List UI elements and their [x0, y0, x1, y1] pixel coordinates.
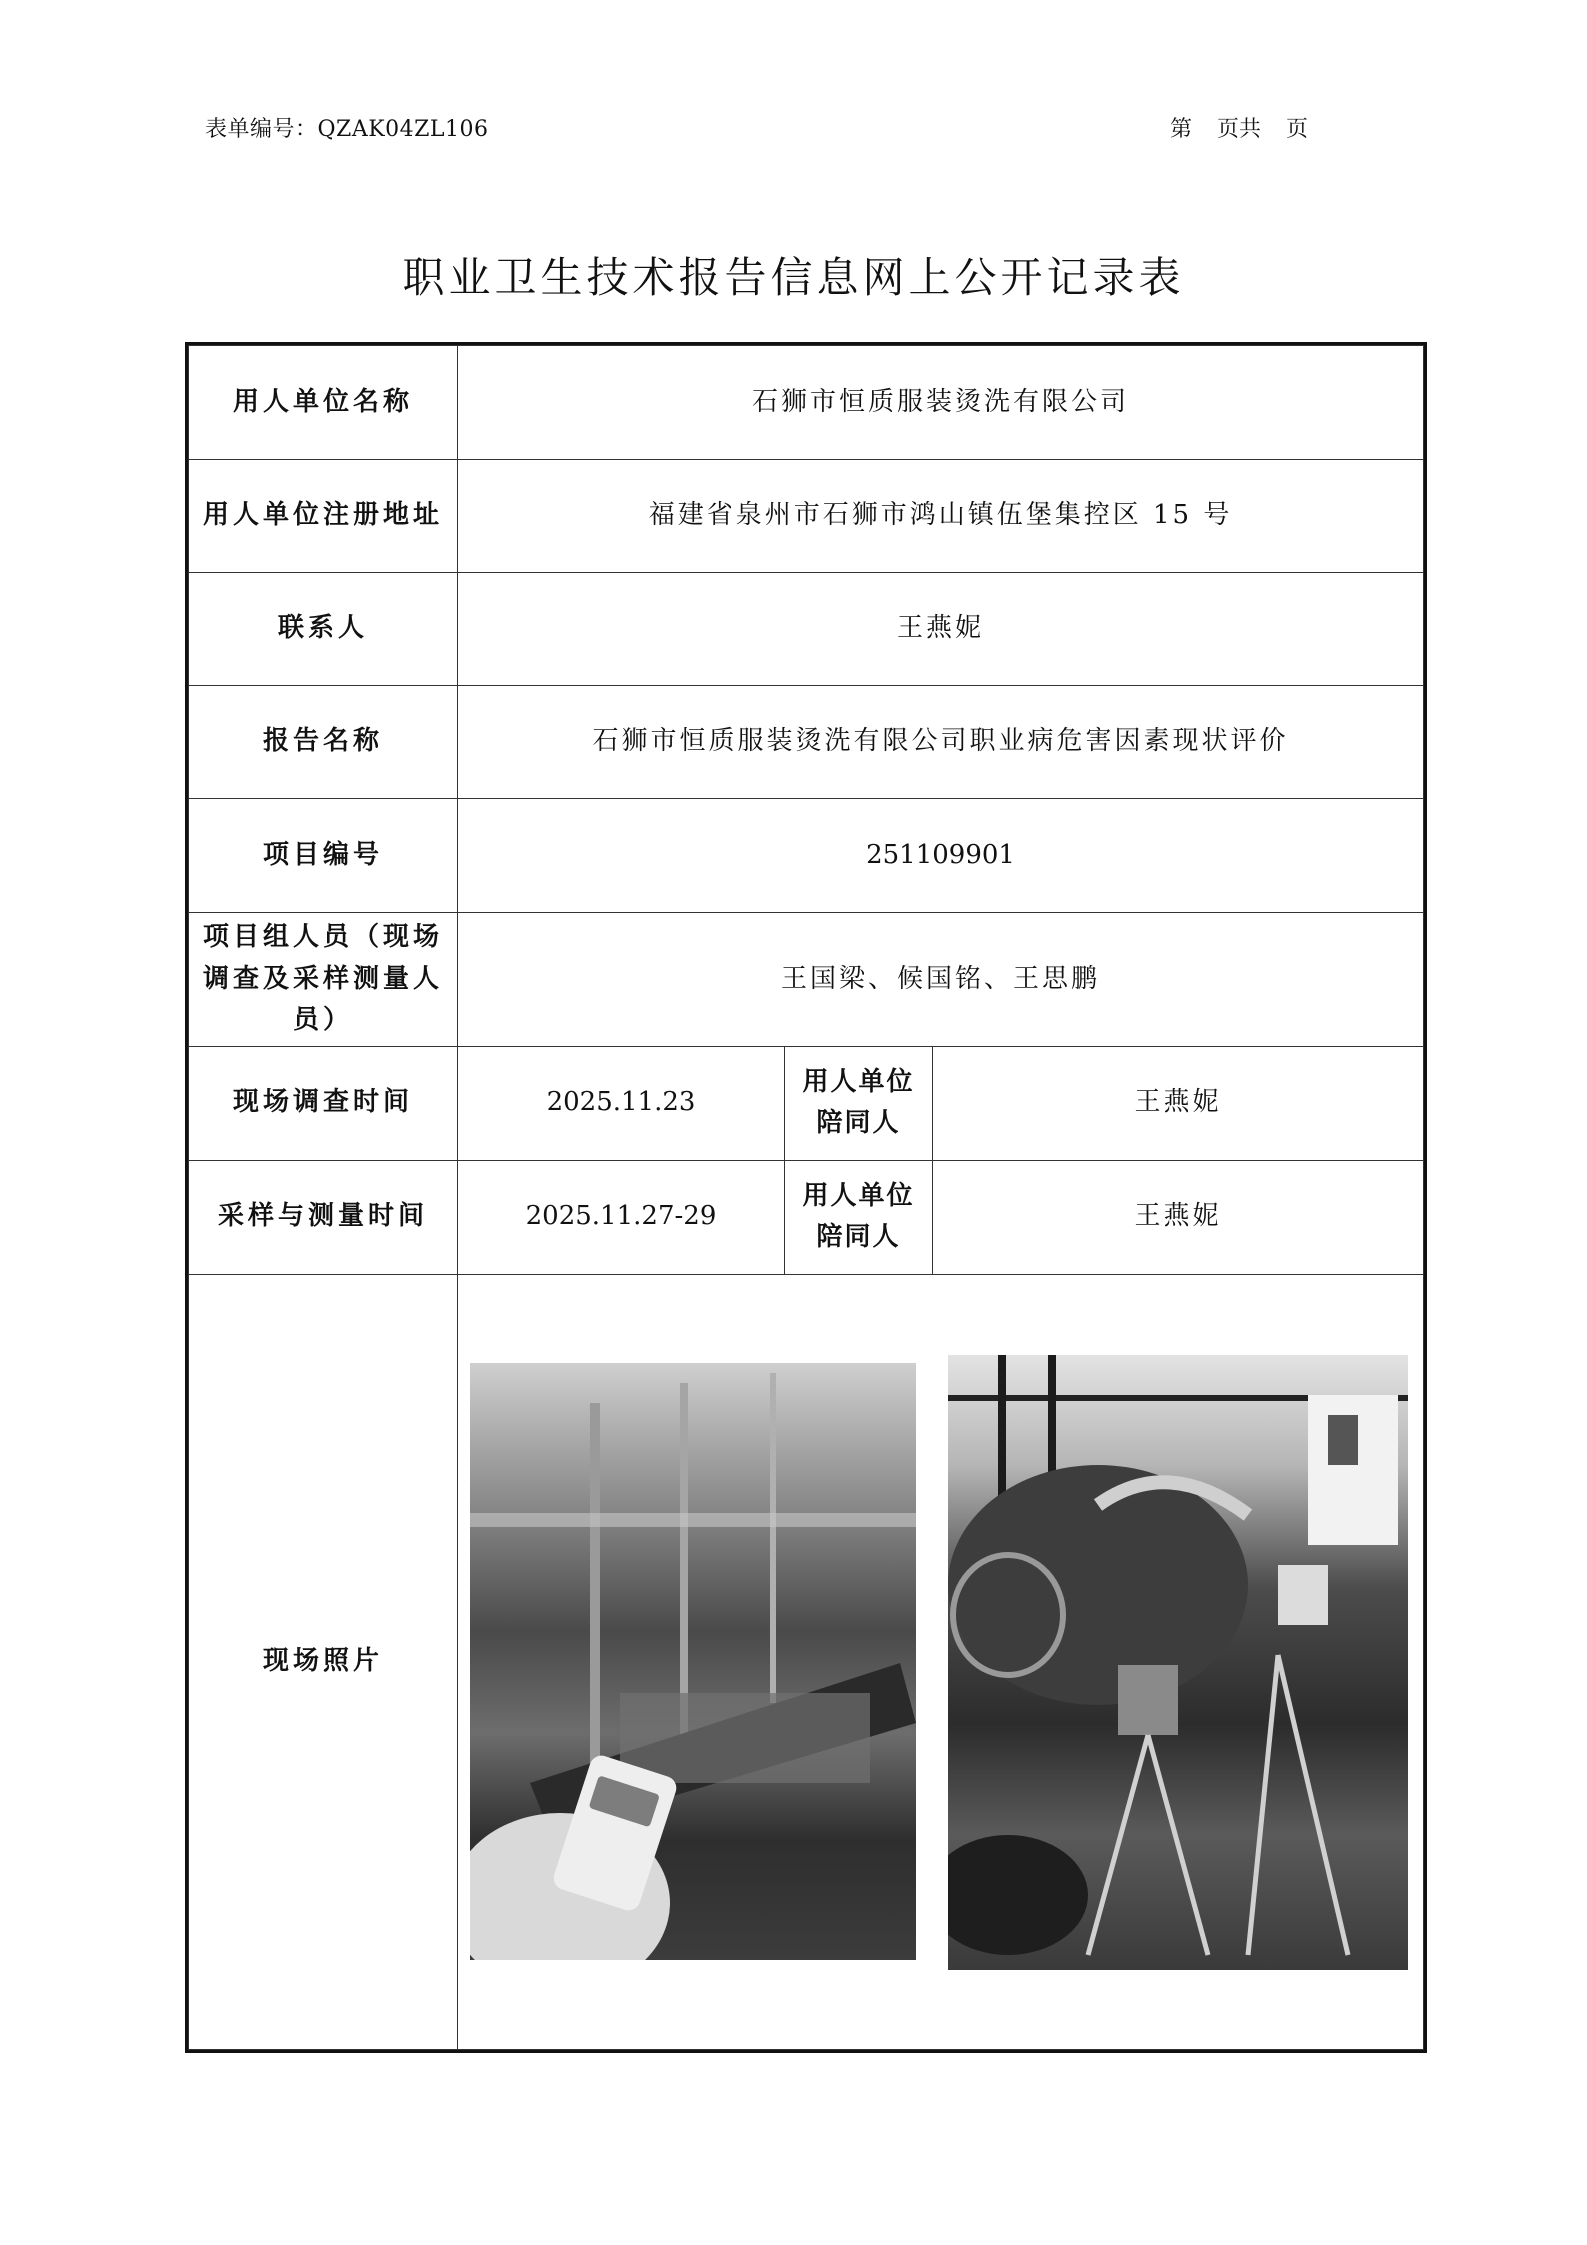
contact-label: 联系人 — [189, 573, 458, 686]
employer-name-value: 石狮市恒质服装烫洗有限公司 — [458, 346, 1424, 460]
survey-escort-value: 王燕妮 — [933, 1046, 1424, 1160]
page-info: 第 页共 页 — [1170, 117, 1308, 142]
survey-time-value: 2025.11.23 — [458, 1046, 785, 1160]
site-photo-washing-machines — [948, 1355, 1408, 1970]
sampling-escort-label: 用人单位陪同人 — [785, 1160, 933, 1274]
site-photo-noise-meter — [470, 1363, 916, 1960]
project-number-value: 251109901 — [458, 799, 1424, 913]
address-value: 福建省泉州市石狮市鸿山镇伍堡集控区 15 号 — [458, 460, 1424, 573]
site-photos-cell — [458, 1274, 1424, 2049]
employer-name-label: 用人单位名称 — [189, 346, 458, 460]
team-members-value: 王国梁、候国铭、王思鹏 — [458, 913, 1424, 1047]
sampling-time-value: 2025.11.27-29 — [458, 1160, 785, 1274]
report-name-label: 报告名称 — [189, 686, 458, 799]
project-number-label: 项目编号 — [189, 799, 458, 913]
sampling-time-label: 采样与测量时间 — [189, 1160, 458, 1274]
survey-escort-label: 用人单位陪同人 — [785, 1046, 933, 1160]
survey-time-label: 现场调查时间 — [189, 1046, 458, 1160]
team-members-label: 项目组人员（现场调查及采样测量人员） — [189, 913, 458, 1047]
sampling-escort-value: 王燕妮 — [933, 1160, 1424, 1274]
report-name-value: 石狮市恒质服装烫洗有限公司职业病危害因素现状评价 — [458, 686, 1424, 799]
site-photos-label: 现场照片 — [189, 1274, 458, 2049]
form-number: 表单编号：QZAK04ZL106 — [205, 117, 489, 142]
record-table — [188, 345, 1424, 2050]
photos-container — [458, 1275, 1423, 2049]
contact-value: 王燕妮 — [458, 573, 1424, 686]
address-label: 用人单位注册地址 — [189, 460, 458, 573]
document-title: 职业卫生技术报告信息网上公开记录表 — [402, 253, 1185, 302]
